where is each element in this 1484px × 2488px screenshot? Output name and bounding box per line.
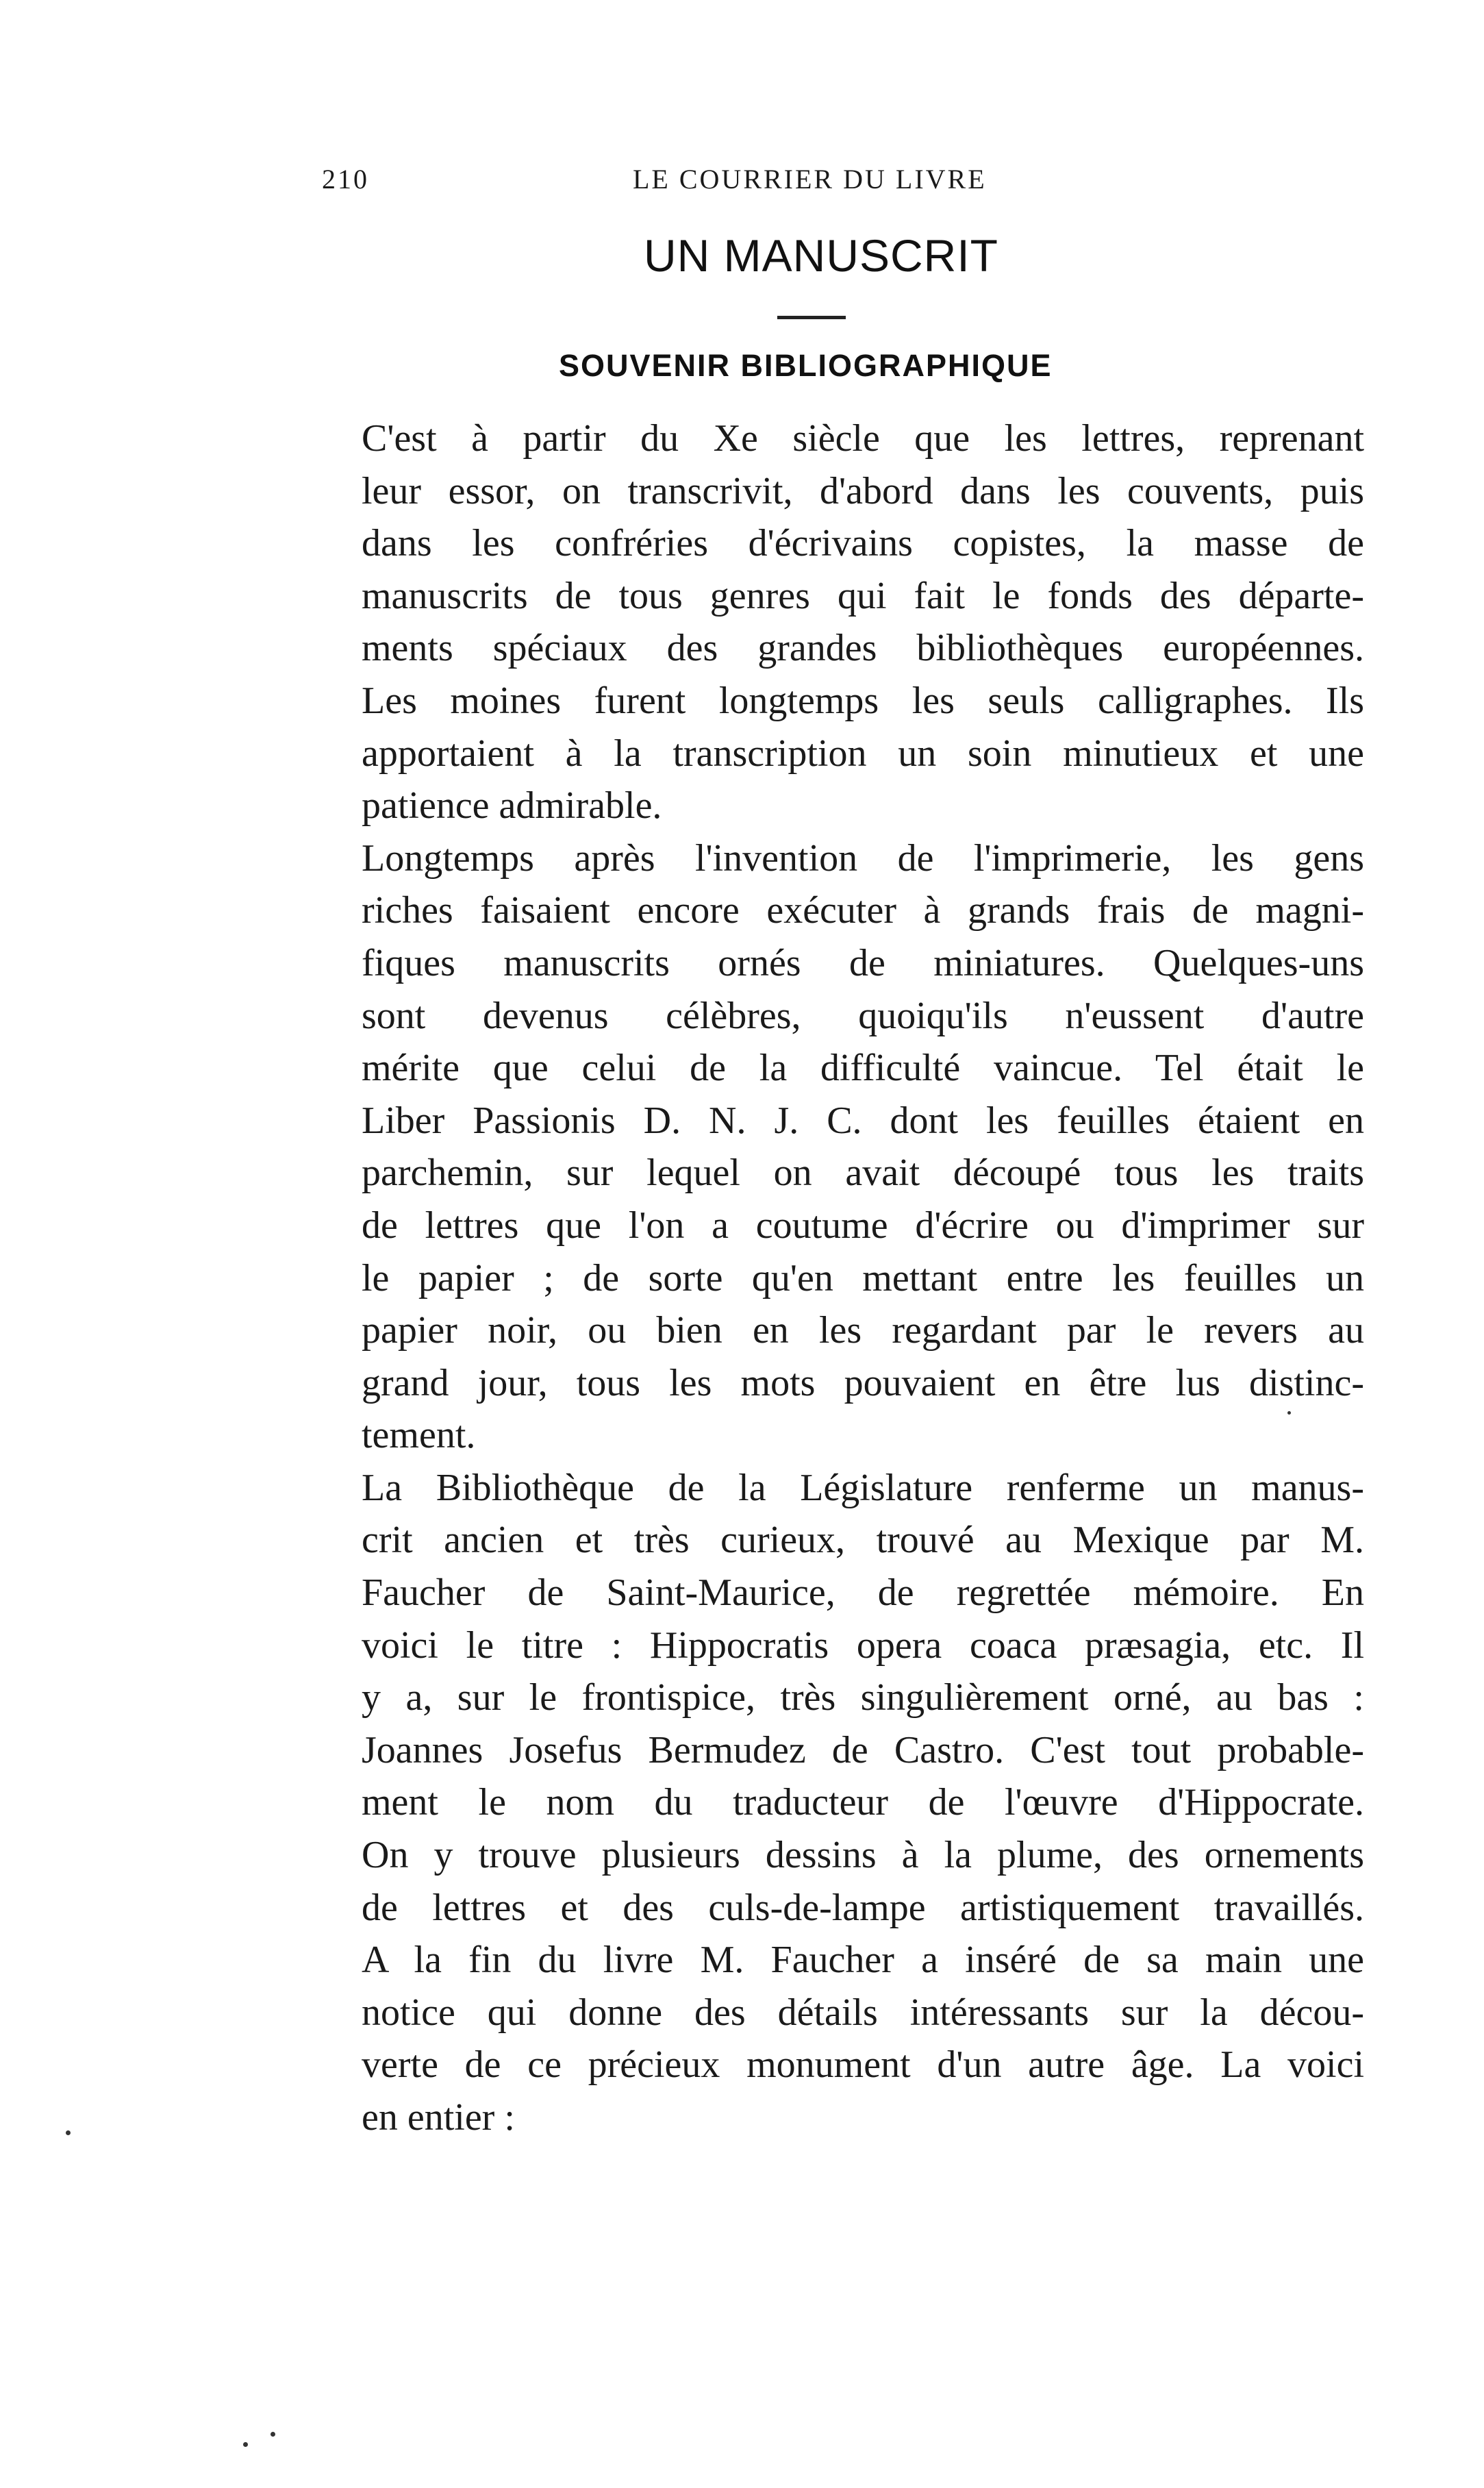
text-line: Longtemps après l'invention de l'imprimerie, les gens [362, 836, 1364, 880]
text-line: crit ancien et très curieux, trouvé au Mexique par M. [362, 1519, 1364, 1562]
page-number: 210 [322, 164, 369, 195]
text-line: Faucher de Saint-Maurice, de regrettée mémoire. En [362, 1571, 1364, 1615]
running-title: LE COURRIER DU LIVRE [633, 164, 987, 195]
text-line: La Bibliothèque de la Législature renferme un manus- [362, 1466, 1364, 1509]
text-line: On y trouve plusieurs dessins à la plume, des ornements [362, 1834, 1364, 1877]
text-line: C'est à partir du Xe siècle que les lettres, reprenant [362, 417, 1364, 460]
paragraph-1 [315, 412, 1364, 832]
text-line: Liber Passionis D. N. J. C. dont les feuilles étaient en [362, 1099, 1364, 1142]
text-line: verte de ce précieux monument d'un autre âge. La voici [362, 2043, 1364, 2087]
text-line: patience admirable. [362, 784, 662, 828]
text-line: ments spéciaux des grandes bibliothèques européennes. [362, 627, 1364, 670]
text-line: apportaient à la transcription un soin minutieux et une [362, 732, 1364, 775]
text-line: papier noir, ou bien en les regardant par le revers au [362, 1309, 1364, 1352]
text-line: en entier : [362, 2096, 515, 2139]
text-line: notice qui donne des détails intéressants sur la décou- [362, 1991, 1364, 2034]
paragraph-3 [315, 1462, 1364, 2144]
text-line: dans les confréries d'écrivains copistes, la masse de [362, 522, 1364, 565]
text-line: A la fin du livre M. Faucher a inséré de sa main une [362, 1939, 1364, 1982]
text-line: riches faisaient encore exécuter à grands frais de magni- [362, 889, 1364, 932]
title-divider [777, 316, 846, 319]
text-line: de lettres et des culs-de-lampe artistiquement travaillés. [362, 1886, 1364, 1929]
text-line: fiques manuscrits ornés de miniatures. Quelques-uns [362, 941, 1364, 984]
text-line: voici le titre : Hippocratis opera coaca præsagia, etc. Il [362, 1624, 1364, 1667]
text-line: tement. [362, 1414, 476, 1457]
text-line: ment le nom du traducteur de l'œuvre d'Hippocrate. [362, 1781, 1364, 1824]
text-line: grand jour, tous les mots pouvaient en être lus distinc- [362, 1361, 1364, 1404]
article-subtitle: SOUVENIR BIBLIOGRAPHIQUE [559, 348, 1053, 383]
text-line: manuscrits de tous genres qui fait le fonds des départe- [362, 574, 1364, 617]
text-line: le papier ; de sorte qu'en mettant entre les feuilles un [362, 1256, 1364, 1299]
text-line: mérite que celui de la difficulté vaincue. Tel était le [362, 1047, 1364, 1090]
ink-speck [66, 2130, 71, 2135]
paragraph-2 [315, 832, 1364, 1462]
running-header [322, 163, 1061, 204]
ink-speck [271, 2432, 275, 2437]
text-line: leur essor, on transcrivit, d'abord dans les couvents, puis [362, 469, 1364, 512]
text-line: sont devenus célèbres, quoiqu'ils n'eussent d'autre [362, 994, 1364, 1037]
text-line: Joannes Josefus Bermudez de Castro. C'est tout probable- [362, 1728, 1364, 1771]
text-line: Les moines furent longtemps les seuls calligraphes. Ils [362, 679, 1364, 722]
text-line: de lettres que l'on a coutume d'écrire ou d'imprimer sur [362, 1204, 1364, 1247]
text-line: y a, sur le frontispice, très singulièrement orné, au bas : [362, 1676, 1364, 1719]
ink-speck [243, 2442, 248, 2447]
ink-speck [1287, 1411, 1291, 1415]
body-text [315, 412, 1364, 2144]
article-title: UN MANUSCRIT [644, 230, 998, 281]
text-line: parchemin, sur lequel on avait découpé tous les traits [362, 1152, 1364, 1195]
